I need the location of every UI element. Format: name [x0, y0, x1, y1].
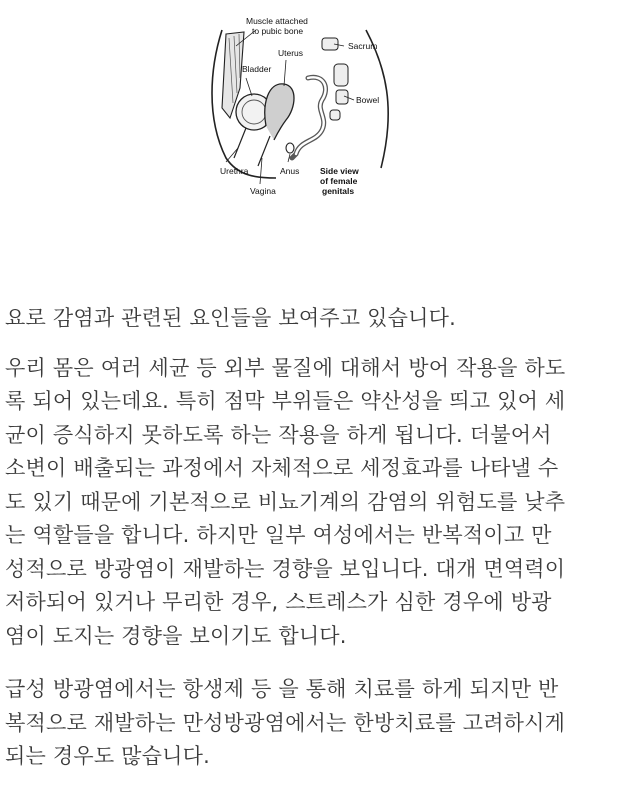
- anus-shape: [286, 143, 294, 153]
- label-uterus: Uterus: [278, 48, 304, 58]
- label-sacrum: Sacrum: [348, 41, 378, 51]
- uterus-shape: [265, 84, 294, 140]
- urethra-line: [234, 128, 246, 158]
- paragraph-intro: 요로 감염과 관련된 요인들을 보여주고 있습니다.: [5, 306, 456, 330]
- label-anus: Anus: [280, 166, 300, 176]
- sacrum-vertebra-2: [334, 64, 348, 86]
- label-vagina: Vagina: [250, 186, 276, 196]
- paragraph-defense-mechanism: 우리 몸은 여러 세균 등 외부 물질에 대해서 방어 작용을 하도 록 되어 있는데요. 특히 점막 부위들은 약산성을 띄고 있어 세 균이 증식하지 못하도록 하는 작용을 하게 됩니다. 더불어서 소변이 배출되는 과정에서 자체적으로 세정효과를 나타낼 수 도 있기 때문에 기본적으로 비뇨기계의 감염의 위험도를 낮추 는 역할들을 합니다. 하지만 일부 여성에서는 반복적이고 만 성적으로 방광염이 재발하는 경향을 보입니다. 대개 면역력이 저하되어 있거나 무리한 경우, 스트레스가 심한 경우에 방광 염이 도지는 경향을 보이기도 합니다.: [5, 355, 566, 648]
- label-muscle-line2: to pubic bone: [252, 26, 304, 36]
- label-urethra: Urethra: [220, 166, 249, 176]
- label-bowel: Bowel: [356, 95, 380, 105]
- sacrum-vertebra-4: [330, 110, 340, 120]
- paragraph-treatment: 급성 방광염에서는 항생제 등 을 통해 치료를 하게 되지만 반 복적으로 재발하는 만성방광염에서는 한방치료를 고려하시게 되는 경우도 많습니다.: [5, 677, 566, 768]
- label-bladder: Bladder: [242, 64, 272, 74]
- label-muscle-line1: Muscle attached: [246, 16, 308, 26]
- vagina-line: [258, 136, 270, 166]
- anatomy-figure: [196, 8, 406, 208]
- label-side-view-line1: Side view: [320, 166, 359, 176]
- article-body: [5, 302, 621, 794]
- bowel-shape: [292, 77, 326, 158]
- label-side-view-line3: genitals: [322, 186, 355, 196]
- female-pelvis-side-view-diagram: [196, 8, 406, 208]
- label-side-view-line2: of female: [320, 176, 358, 186]
